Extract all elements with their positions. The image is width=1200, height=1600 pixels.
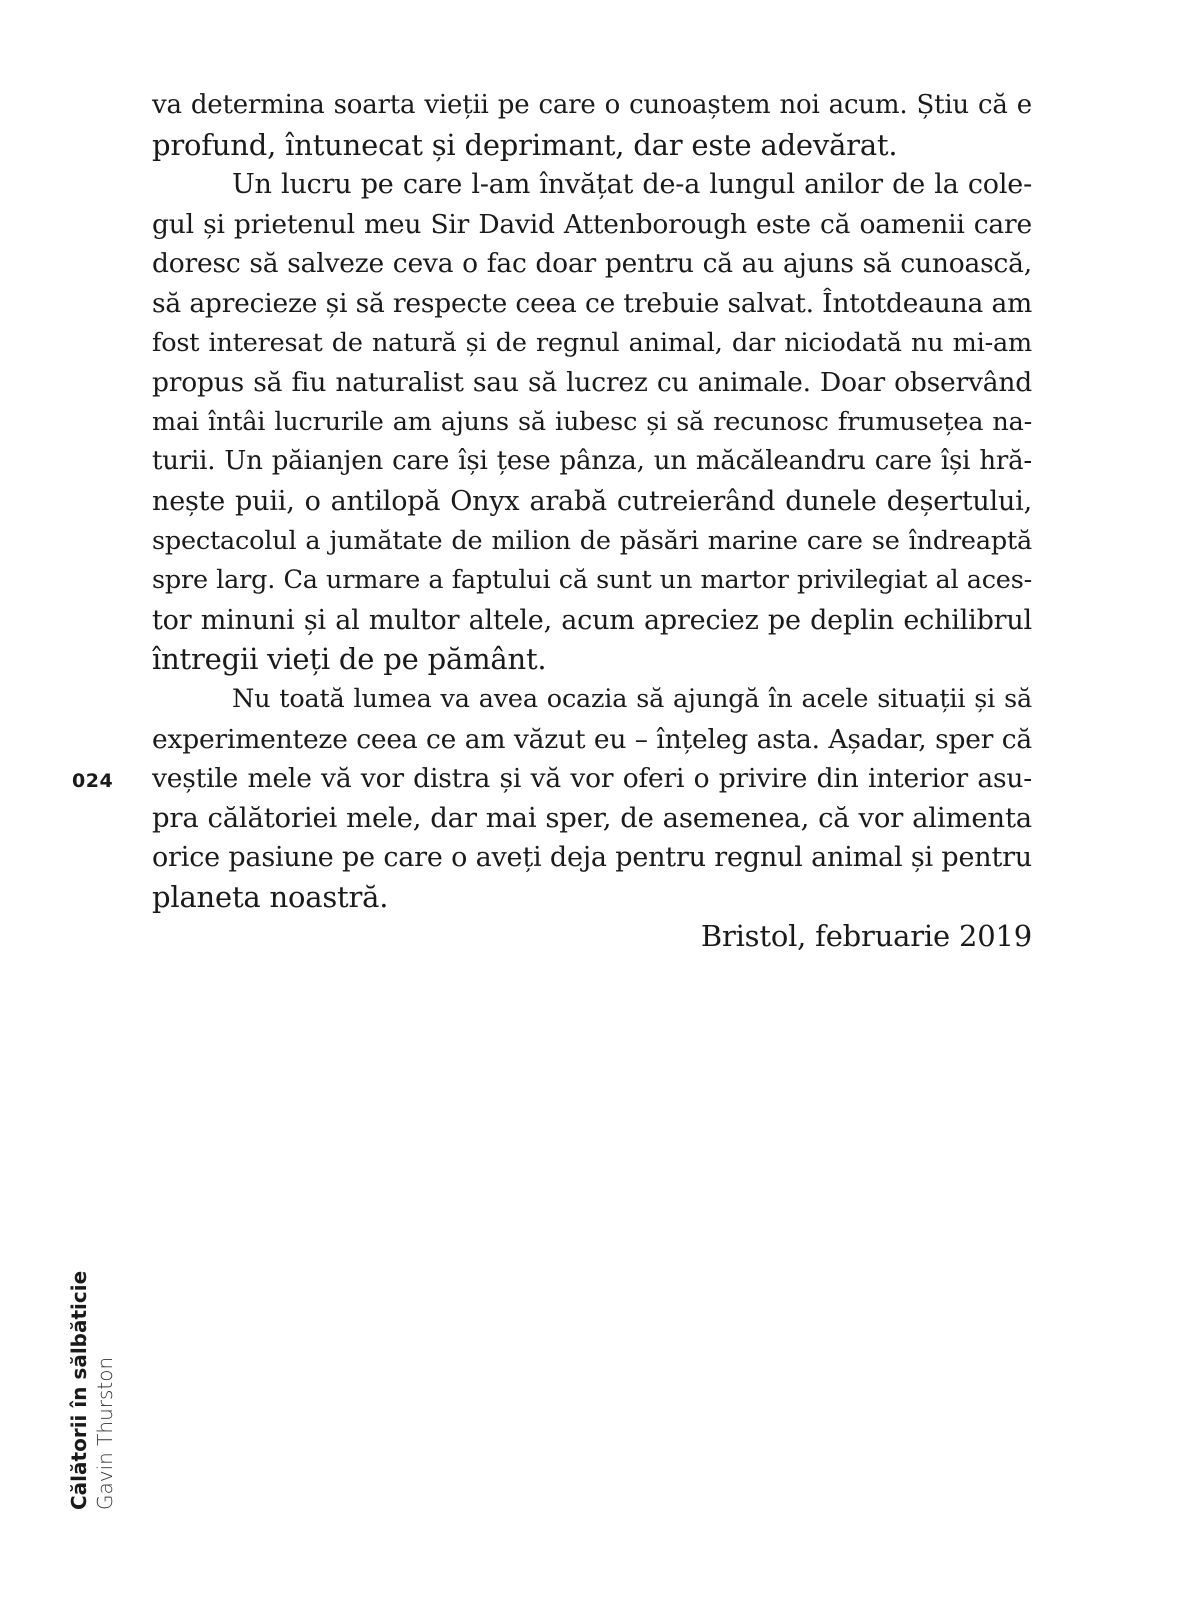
text-line: gul și prietenul meu Sir David Attenborough este că oamenii care	[152, 208, 1032, 240]
text-line: propus să fiu naturalist sau să lucrez cu animale. Doar observând	[152, 367, 1032, 399]
text-line: tor minuni și al multor altele, acum apreciez pe deplin echilibrul	[152, 604, 1032, 636]
text-line: experimenteze ceea ce am văzut eu – înțeleg asta. Așadar, sper că	[152, 723, 1032, 755]
text-line: întregii vieți de pe pământ.	[152, 642, 547, 677]
text-line: mai întâi lucrurile am ajuns să iubesc și să recunosc frumusețea na-	[152, 406, 1032, 437]
body-text	[152, 86, 1032, 957]
text-line: spectacolul a jumătate de milion de păsări marine care se îndreaptă	[152, 525, 1032, 556]
text-line: nește puii, o antilopă Onyx arabă cutreierând dunele deșertului,	[152, 485, 1032, 517]
signature-place-date: Bristol, februarie 2019	[700, 919, 1032, 954]
text-line: turii. Un păianjen care își țese pânza, un măcăleandru care își hră-	[152, 446, 1032, 477]
text-line: Un lucru pe care l-am învățat de-a lungul anilor de la cole-	[232, 169, 1032, 201]
text-line: planeta noastră.	[152, 879, 389, 914]
text-line: pra călătoriei mele, dar mai sper, de asemenea, că vor alimenta	[152, 801, 1032, 834]
text-line: spre larg. Ca urmare a faptului că sunt un martor privilegiat al aces-	[152, 565, 1032, 596]
running-footer	[66, 1271, 118, 1510]
book-author: Gavin Thurston	[93, 1356, 117, 1510]
book-title: Călătorii în sălbăticie	[67, 1270, 91, 1510]
page-number: 024	[72, 770, 114, 792]
text-line: veștile mele vă vor distra și vă vor oferi o privire din interior asu-	[152, 763, 1032, 795]
text-line: Nu toată lumea va avea ocazia să ajungă în acele situații și să	[232, 683, 1032, 714]
text-line: să aprecieze și să respecte ceea ce trebuie salvat. Întotdeauna am	[152, 287, 1032, 319]
text-line: profund, întunecat și deprimant, dar este adevărat.	[152, 127, 898, 162]
text-line: orice pasiune pe care o aveți deja pentru regnul animal și pentru	[152, 842, 1032, 874]
text-line: va determina soarta vieții pe care o cunoaștem noi acum. Știu că e	[152, 90, 1032, 120]
text-line: doresc să salveze ceva o fac doar pentru că au ajuns să cunoască,	[152, 248, 1032, 280]
text-line: fost interesat de natură și de regnul animal, dar niciodată nu mi-am	[152, 327, 1032, 358]
